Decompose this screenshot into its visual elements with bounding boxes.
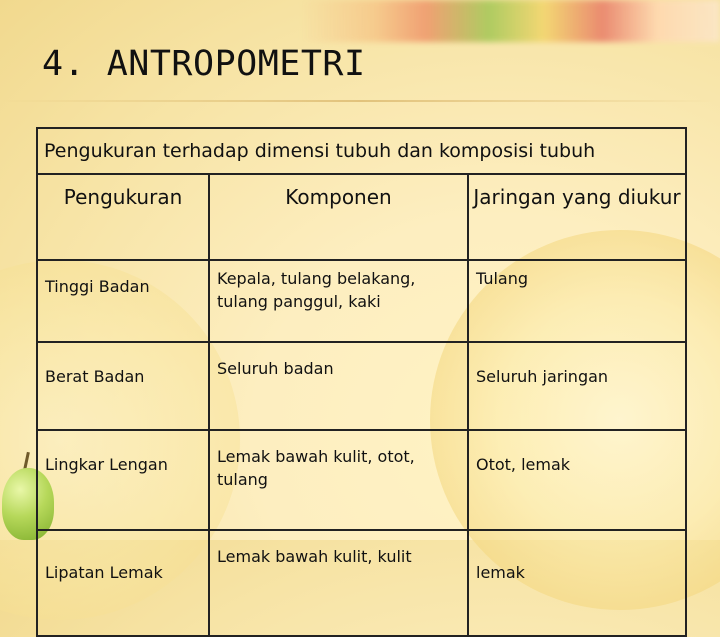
table-caption: Pengukuran terhadap dimensi tubuh dan komposisi tubuh xyxy=(37,128,686,174)
title-divider xyxy=(0,100,720,102)
cell-pengukuran: Lingkar Lengan xyxy=(37,430,209,530)
background-fruit-strip xyxy=(300,0,720,42)
table-header-row xyxy=(37,174,686,260)
table-row xyxy=(37,530,686,636)
cell-jaringan: Seluruh jaringan xyxy=(468,342,686,430)
cell-jaringan: Otot, lemak xyxy=(468,430,686,530)
table-row xyxy=(37,342,686,430)
cell-komponen: Kepala, tulang belakang, tulang panggul, kaki xyxy=(209,260,468,342)
page-title: 4. ANTROPOMETRI xyxy=(42,44,366,84)
cell-komponen: Seluruh badan xyxy=(209,342,468,430)
cell-komponen: Lemak bawah kulit, kulit xyxy=(209,530,468,636)
antropometri-table xyxy=(36,127,687,637)
cell-pengukuran: Tinggi Badan xyxy=(37,260,209,342)
table-row xyxy=(37,260,686,342)
header-jaringan: Jaringan yang diukur xyxy=(468,174,686,260)
cell-komponen: Lemak bawah kulit, otot, tulang xyxy=(209,430,468,530)
cell-jaringan: lemak xyxy=(468,530,686,636)
cell-pengukuran: Berat Badan xyxy=(37,342,209,430)
cell-jaringan: Tulang xyxy=(468,260,686,342)
header-pengukuran: Pengukuran xyxy=(37,174,209,260)
table-caption-row xyxy=(37,128,686,174)
table-row xyxy=(37,430,686,530)
cell-pengukuran: Lipatan Lemak xyxy=(37,530,209,636)
header-komponen: Komponen xyxy=(209,174,468,260)
